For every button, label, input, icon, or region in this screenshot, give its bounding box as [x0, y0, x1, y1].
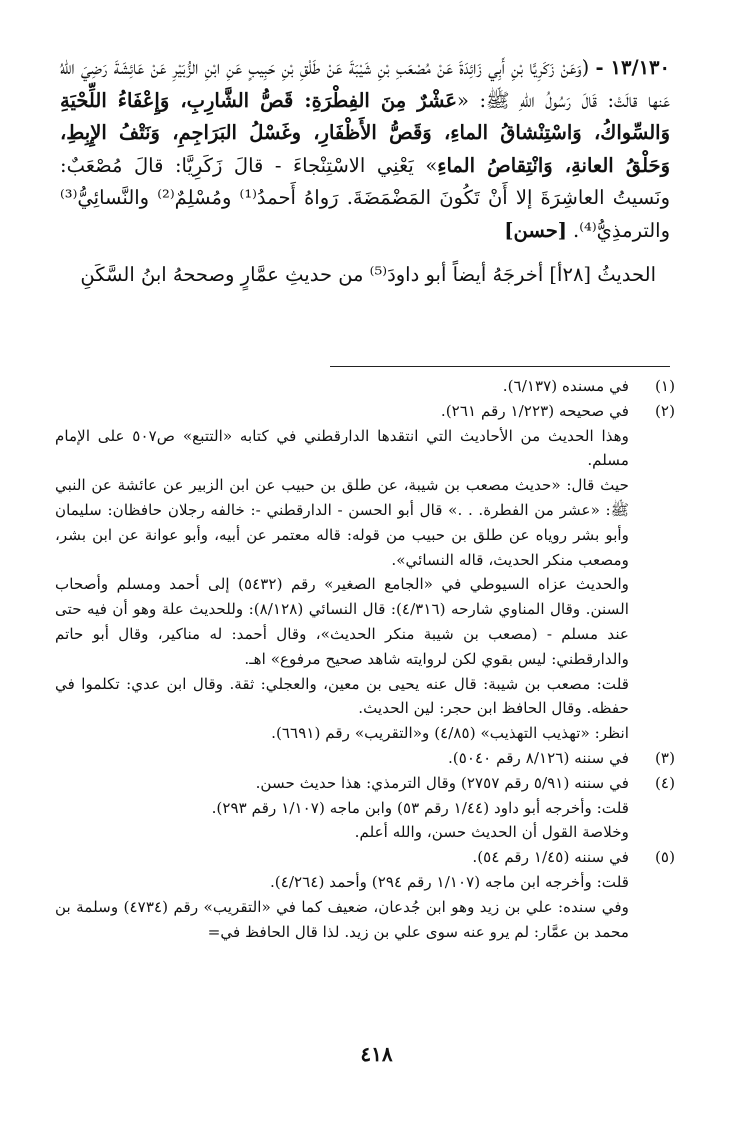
page-number: ٤١٨	[360, 1042, 393, 1066]
main-text	[60, 52, 670, 292]
hadith-matn: عَشْرٌ مِنَ الفِطْرَةِ: قَصُّ الشَّارِبِ، وَإِعْفَاءُ اللِّحْيَةِ وَالسِّواكُ، وَاسْتِنْشاقُ الماءِ، وَقَصُّ الأَظْفَارِ، وغَسْلُ البَرَاجِمِ، وَنَتْفُ الإِبِطِ، وَحَلْقُ العانةِ، وَانْتِقاصُ الماءِ	[60, 88, 670, 177]
footnote-4: (٤) في سننه (٥/٩١ رقم ٢٧٥٧) وقال الترمذي: هذا حديث حسن.	[255, 773, 675, 792]
hadith-grade: [حسن]	[504, 218, 568, 242]
footnote-3: (٣) في سننه (٨/١٢٦ رقم ٥٠٤٠).	[447, 748, 675, 767]
footnote-5-commentary: قلت: وأخرجه ابن ماجه (١/١٠٧ رقم ٢٩٤) وأحمد (٤/٢٦٤). وفي سنده: علي بن زيد وهو ابن جُدعان، ضعيف كما في «التقريب» رقم (٤٧٣٤) وسلمة بن محمد بن عمَّار: لم يرو عنه سوى علي بن زيد. لذا قال الحافظ في=	[55, 872, 629, 941]
hadith-isnad: (وَعَنْ زَكَرِيَّا بْنِ أَبِي زَائِدَةَ عَنْ مُصْعَبِ بْنِ شَيْبَةَ عَنْ طَلْقِ بْنِ حَبِيبٍ عَنِ ابْنِ الزُّبَيْرِ عَنْ عَائِشَةَ رَضِيَ اللهُ عَنها قالَتْ: قَالَ رَسُولُ اللهِ ﷺ: «	[60, 56, 670, 112]
footnote-2-commentary: وهذا الحديث من الأحاديث التي انتقدها الدارقطني في كتابه «التتبع» ص٥٠٧ على الإمام مسلم. حيث قال: «حديث مصعب بن شيبة، عن طلق بن حبيب عن ابن الزبير عن عائشة عن النبي ﷺ: «عشر من الفطرة. . .» قال أبو الحسن - الدارقطني -: خالفه رجلان حافظان: سليمان وأبو بشر روياه عن طلق بن حبيب من قوله: قاله معتمر عن أبيه، وأبو عوانة عن ابن بشر، ومصعب منكر الحديث، قاله النسائي». والحديث عزاه السيوطي في «الجامع الصغير» رقم (٥٤٣٢) إلى أحمد ومسلم وأصحاب السنن. وقال المناوي شارحه (٤/٣١٦): قال النسائي (٨/١٢٨): وللحديث علة وهو أن فيه حتى عند مسلم - (مصعب بن شيبة منكر الحديث»، وقال أحمد: له مناكير، وقال أبو حاتم والدارقطني: ليس بقوي لكن لروايته شاهد صحيح مرفوع» اهـ. قلت: مصعب بن شيبة: قال عنه يحيى بن معين، والعجلي: ثقة. وقال ابن عدي: تكلموا في حفظه. وقال الحافظ ابن حجر: لين الحديث. انظر: «تهذيب التهذيب» (٤/٨٥) و«التقريب» رقم (٦٦٩١).	[55, 426, 630, 743]
footnote-2: (٢) في صحيحه (١/٢٢٣ رقم ٢٦١).	[440, 401, 675, 420]
hadith-takhrij: » يَعْنِي الاسْتِنْجاءَ - قالَ زَكَرِيَّا: قالَ مُصْعَبٌ: ونَسيتُ العاشِرَةَ إلا أَنْ تَكُونَ المَضْمَضَةَ. رَواهُ أَحمدُ⁽¹⁾ ومُسْلِمٌ⁽²⁾ والنَّسائِيُّ⁽³⁾ والترمذِيُّ⁽⁴⁾.	[60, 153, 671, 242]
footnote-5: (٥) في سننه (١/٤٥ رقم ٥٤).	[472, 848, 675, 867]
footnote-1: (١) في مسنده (٦/١٣٧).	[502, 377, 675, 395]
footnote-separator	[330, 366, 670, 367]
commentary-paragraph: الحديثُ [٢٨أ] أخرجَهُ أيضاً أبو داودَ⁽⁵⁾ من حديثِ عمَّارٍ وصححهُ ابنُ السَّكَنِ	[80, 263, 656, 286]
footnotes	[55, 374, 675, 944]
hadith-number: ١٣/١٣٠ -	[595, 56, 670, 79]
hadith-paragraph	[60, 52, 670, 247]
footnote-4-commentary: قلت: وأخرجه أبو داود (١/٤٤ رقم ٥٣) وابن ماجه (١/١٠٧ رقم ٢٩٣). وخلاصة القول أن الحديث حسن، والله أعلم.	[211, 798, 629, 842]
